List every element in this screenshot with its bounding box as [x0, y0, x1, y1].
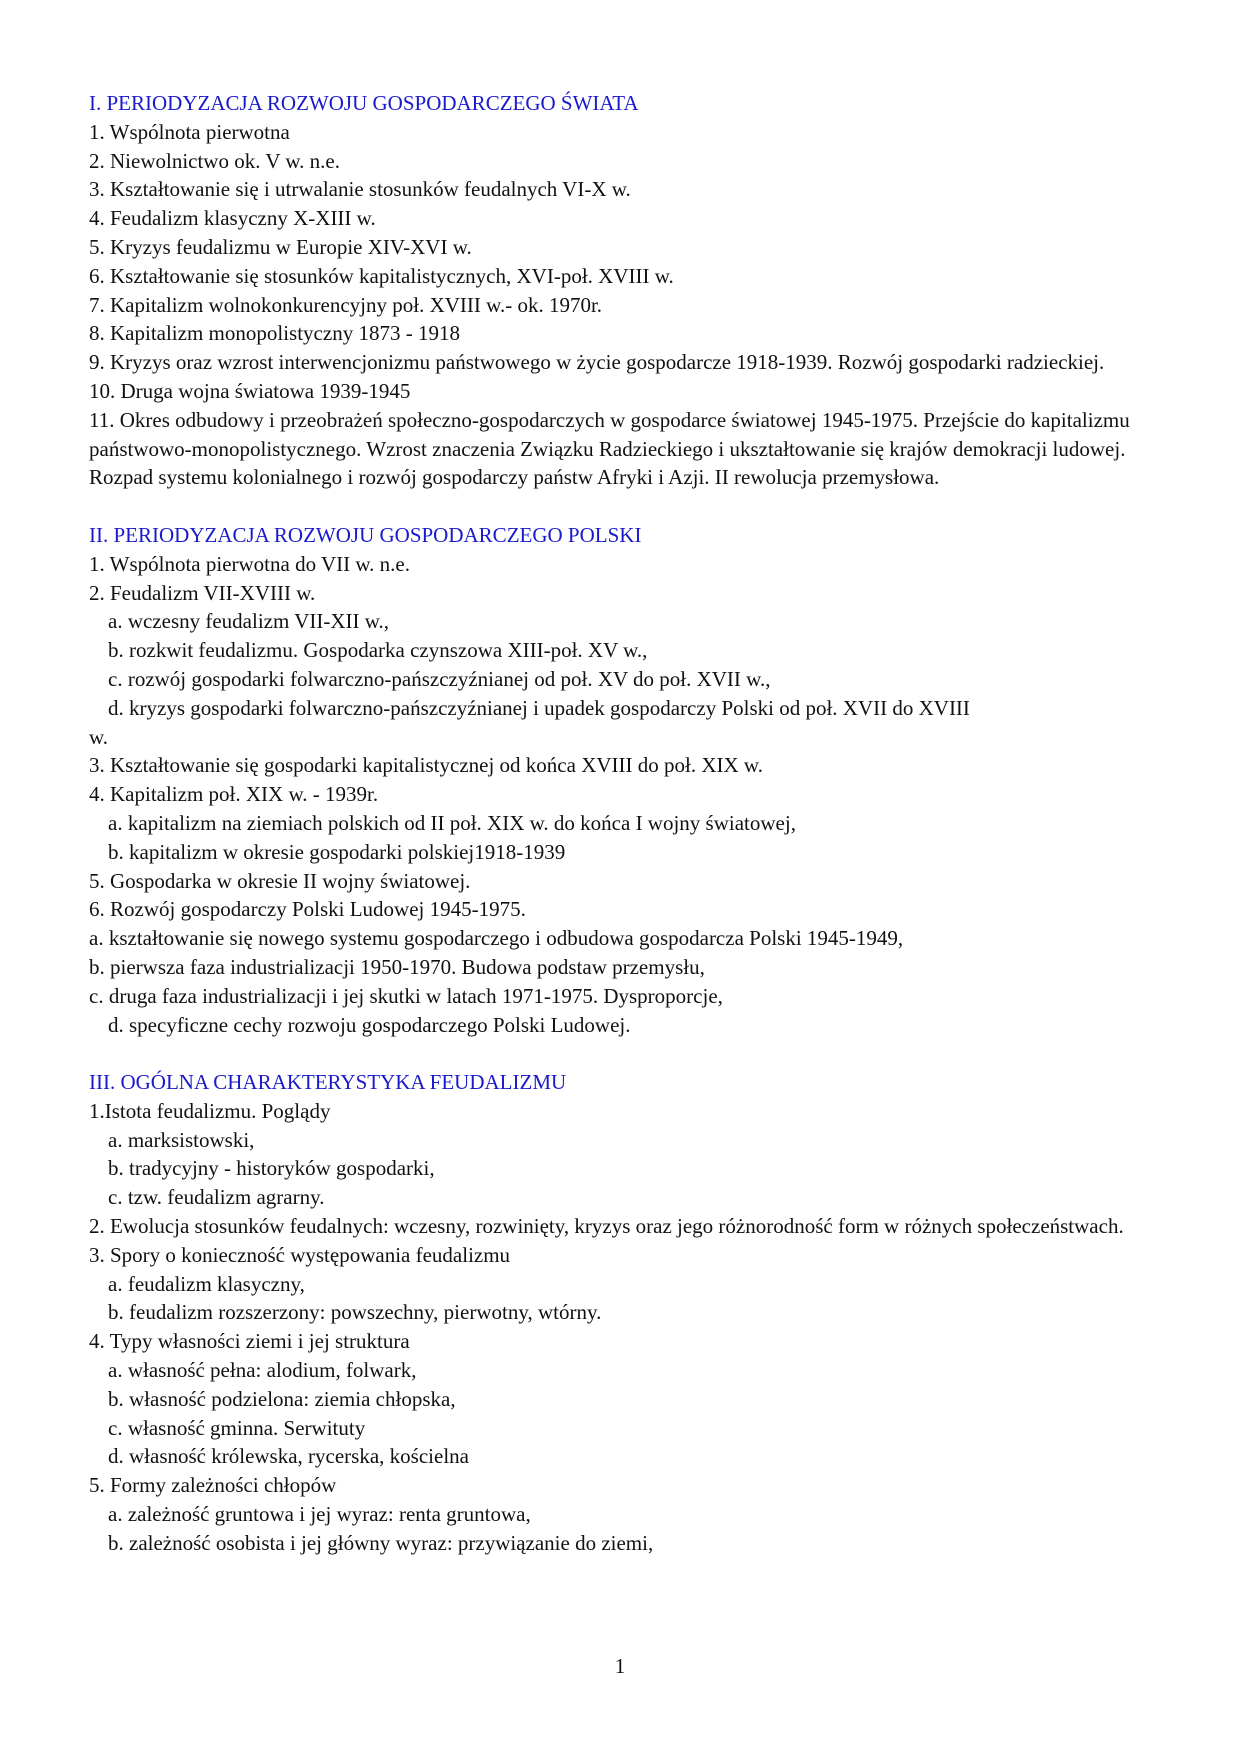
list-item: 2. Ewolucja stosunków feudalnych: wczesny, rozwinięty, kryzys oraz jego różnorodność form w różnych społeczeństwach. — [89, 1214, 1124, 1239]
list-item: 9. Kryzys oraz wzrost interwencjonizmu państwowego w życie gospodarcze 1918-1939. Rozwój gospodarki radzieckiej. — [89, 350, 1105, 375]
sub-list-item: a. własność pełna: alodium, folwark, — [108, 1358, 417, 1383]
list-item: c. druga faza industrializacji i jej skutki w latach 1971-1975. Dysproporcje, — [89, 983, 723, 1008]
list-item: 2. Feudalizm VII-XVIII w. — [89, 580, 316, 605]
list-item: 1.Istota feudalizmu. Poglądy — [89, 1098, 331, 1123]
sub-list-item: d. kryzys gospodarki folwarczno-pańszczyźnianej i upadek gospodarczy Polski od poł. XVII do XVIII — [108, 695, 970, 720]
list-item: 6. Rozwój gospodarczy Polski Ludowej 1945-1975. — [89, 897, 526, 922]
page-number: 1 — [614, 1654, 626, 1678]
list-item: 5. Gospodarka w okresie II wojny światowej. — [89, 868, 471, 893]
list-item: 5. Formy zależności chłopów — [89, 1473, 337, 1498]
list-item: 8. Kapitalizm monopolistyczny 1873 - 1918 — [89, 321, 460, 346]
list-item: 3. Spory o konieczność występowania feudalizmu — [89, 1242, 511, 1267]
sub-list-item: d. specyficzne cechy rozwoju gospodarczego Polski Ludowej. — [108, 1012, 631, 1037]
sub-list-item: b. kapitalizm w okresie gospodarki polskiej1918-1939 — [108, 839, 566, 864]
sub-list-item: a. zależność gruntowa i jej wyraz: renta gruntowa, — [108, 1502, 531, 1527]
list-item: 4. Typy własności ziemi i jej struktura — [89, 1329, 410, 1354]
section-gap — [89, 492, 1159, 521]
sub-list-item: b. feudalizm rozszerzony: powszechny, pierwotny, wtórny. — [108, 1300, 602, 1325]
list-item: 4. Kapitalizm poł. XIX w. - 1939r. — [89, 782, 379, 807]
sub-list-item: c. własność gminna. Serwituty — [108, 1415, 366, 1440]
sub-list-item: a. kapitalizm na ziemiach polskich od II poł. XIX w. do końca I wojny światowej, — [108, 810, 796, 835]
section-heading: I. PERIODYZACJA ROZWOJU GOSPODARCZEGO ŚWIATA — [89, 91, 639, 115]
list-item: 5. Kryzys feudalizmu w Europie XIV-XVI w. — [89, 234, 472, 259]
list-item: w. — [89, 724, 109, 749]
sub-list-item: a. feudalizm klasyczny, — [108, 1271, 305, 1296]
sub-list-item: b. tradycyjny - historyków gospodarki, — [108, 1156, 435, 1181]
list-item: 7. Kapitalizm wolnokonkurencyjny poł. XVIII w.- ok. 1970r. — [89, 292, 603, 317]
section-heading: III. OGÓLNA CHARAKTERYSTYKA FEUDALIZMU — [89, 1070, 567, 1095]
sub-list-item: b. zależność osobista i jej główny wyraz: przywiązanie do ziemi, — [108, 1530, 654, 1555]
list-item: 2. Niewolnictwo ok. V w. n.e. — [89, 148, 341, 173]
list-item: 10. Druga wojna światowa 1939-1945 — [89, 378, 411, 403]
document-page — [89, 89, 1159, 1558]
sub-list-item: c. rozwój gospodarki folwarczno-pańszczyźnianej od poł. XV do poł. XVII w., — [108, 666, 771, 691]
sub-list-item: a. marksistowski, — [108, 1127, 255, 1152]
sub-list-item: c. tzw. feudalizm agrarny. — [108, 1185, 325, 1210]
sub-list-item: b. rozkwit feudalizmu. Gospodarka czynszowa XIII-poł. XV w., — [108, 638, 648, 663]
list-item: 3. Kształtowanie się i utrwalanie stosunków feudalnych VI-X w. — [89, 177, 631, 202]
section-heading: II. PERIODYZACJA ROZWOJU GOSPODARCZEGO POLSKI — [89, 522, 642, 547]
list-item: b. pierwsza faza industrializacji 1950-1970. Budowa podstaw przemysłu, — [89, 954, 705, 979]
list-item: 1. Wspólnota pierwotna do VII w. n.e. — [89, 551, 410, 576]
list-item: 4. Feudalizm klasyczny X-XIII w. — [89, 206, 376, 231]
sub-list-item: d. własność królewska, rycerska, kościelna — [108, 1444, 469, 1469]
list-item: 11. Okres odbudowy i przeobrażeń społeczno-gospodarczych w gospodarce światowej 1945-1975. Przejście do kapitalizmu państwowo-monopolistycznego. Wzrost znaczenia Związku Radzieckiego i ukształtowanie się krajów demokracji ludowej. Rozpad systemu kolonialnego i rozwój gospodarczy państw Afryki i Azji. II rewolucja przemysłowa. — [89, 407, 1130, 490]
section-gap — [89, 1039, 1159, 1068]
sub-list-item: a. wczesny feudalizm VII-XII w., — [108, 609, 390, 634]
list-item: 6. Kształtowanie się stosunków kapitalistycznych, XVI-poł. XVIII w. — [89, 263, 674, 288]
sub-list-item: b. własność podzielona: ziemia chłopska, — [108, 1386, 456, 1411]
list-item: 3. Kształtowanie się gospodarki kapitalistycznej od końca XVIII do poł. XIX w. — [89, 753, 763, 778]
list-item: a. kształtowanie się nowego systemu gospodarczego i odbudowa gospodarcza Polski 1945-1949, — [89, 926, 904, 951]
list-item: 1. Wspólnota pierwotna — [89, 119, 290, 144]
